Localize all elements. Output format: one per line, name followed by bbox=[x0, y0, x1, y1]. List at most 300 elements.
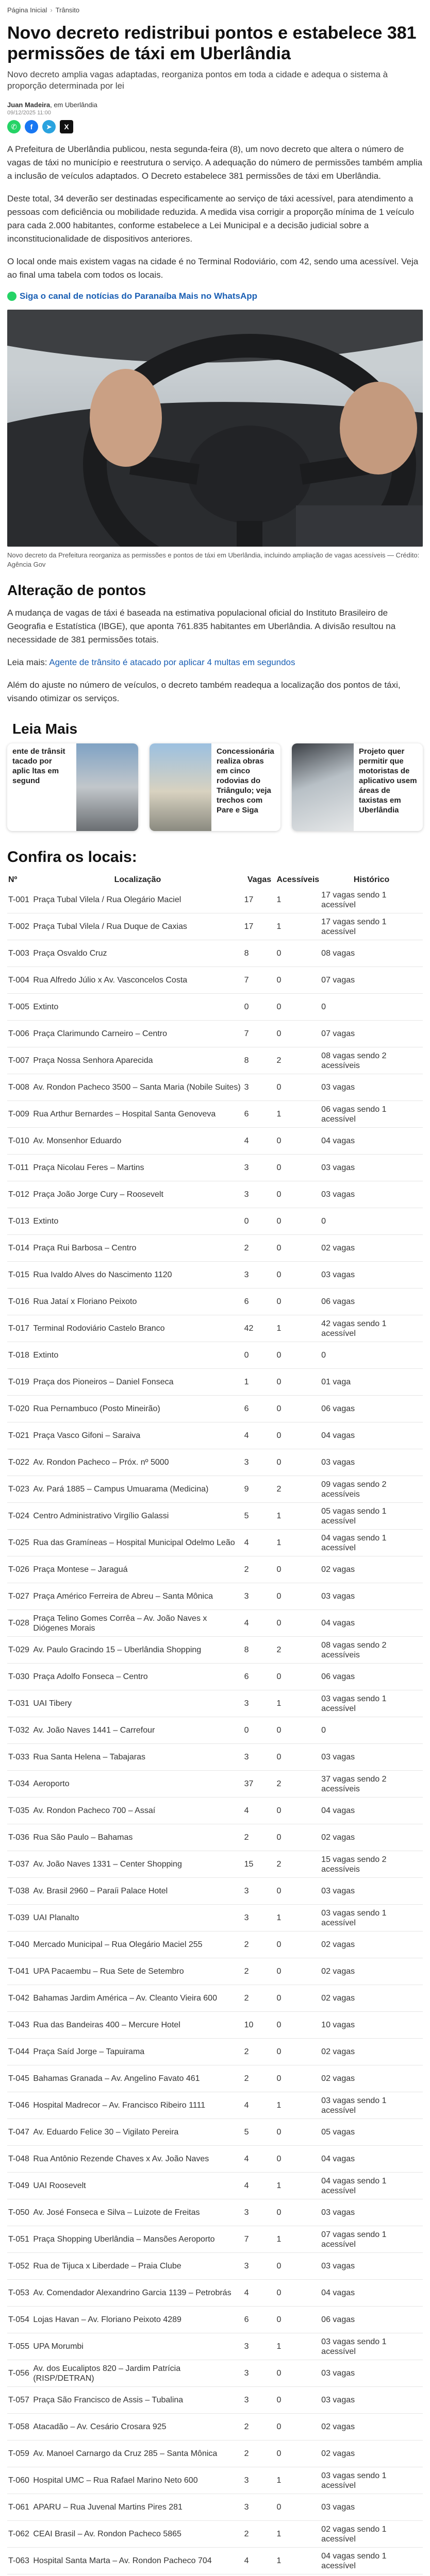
cell-number: T-043 bbox=[7, 2012, 32, 2039]
cell-location: Praça Rui Barbosa – Centro bbox=[32, 1235, 243, 1262]
cell-number: T-001 bbox=[7, 887, 32, 913]
cell-number: T-049 bbox=[7, 2173, 32, 2199]
cell-location: CEAI Brasil – Av. Rondon Pacheco 5865 bbox=[32, 2521, 243, 2548]
cell-number: T-033 bbox=[7, 1744, 32, 1771]
header-location: Localização bbox=[114, 875, 161, 884]
cell-number: T-008 bbox=[7, 1074, 32, 1101]
whatsapp-channel-text: Siga o canal de notícias do Paranaíba Mais no WhatsApp bbox=[20, 291, 257, 301]
cell-number: T-044 bbox=[7, 2039, 32, 2065]
cell-vagas: 6 bbox=[243, 2307, 276, 2333]
cell-vagas: 4 bbox=[243, 1530, 276, 1556]
cell-historico: 03 vagas bbox=[320, 2387, 423, 2414]
cell-historico: 42 vagas sendo 1 acessível bbox=[320, 1315, 423, 1342]
cell-acessiveis: 0 bbox=[275, 1235, 320, 1262]
cell-location: UAI Tibery bbox=[32, 1690, 243, 1717]
cell-location: UPA Morumbi bbox=[32, 2333, 243, 2360]
cell-location: Rua Arthur Bernardes – Hospital Santa Genoveva bbox=[32, 1101, 243, 1128]
author-location: , em Uberlândia bbox=[50, 101, 97, 109]
cell-vagas: 37 bbox=[243, 1771, 276, 1798]
section-paragraph-1: A mudança de vagas de táxi é baseada na estimativa populacional oficial do Instituto Brasileiro de Geografia e Estatística (IBGE), que aponta 761.835 habitantes em Uberlândia. A divisão resultou na necessidade de 381 permissões totais. bbox=[7, 608, 396, 645]
article-subtitle: Novo decreto amplia vagas adaptadas, reorganiza pontos em toda a cidade e adequa o sistema à proporção determinada por lei bbox=[7, 70, 388, 91]
cell-number: T-002 bbox=[7, 913, 32, 940]
cell-location: Av. João Naves 1441 – Carrefour bbox=[32, 1717, 243, 1744]
cell-acessiveis: 0 bbox=[275, 1422, 320, 1449]
cell-acessiveis: 0 bbox=[275, 994, 320, 1021]
cell-acessiveis: 0 bbox=[275, 2119, 320, 2146]
cell-number: T-056 bbox=[7, 2360, 32, 2387]
table-row bbox=[7, 994, 423, 1021]
cell-location: Hospital UMC – Rua Rafael Marino Neto 600 bbox=[32, 2467, 243, 2494]
table-row bbox=[7, 2441, 423, 2467]
table-row bbox=[7, 2039, 423, 2065]
cell-location: Av. dos Eucaliptos 820 – Jardim Patrícia (RISP/DETRAN) bbox=[32, 2360, 243, 2387]
cell-location: Hospital Madrecor – Av. Francisco Ribeiro 1111 bbox=[32, 2092, 243, 2119]
cell-vagas: 2 bbox=[243, 1824, 276, 1851]
cell-vagas: 3 bbox=[243, 1690, 276, 1717]
cell-historico: 08 vagas sendo 2 acessíveis bbox=[320, 1047, 423, 1074]
cell-acessiveis: 0 bbox=[275, 1583, 320, 1610]
cell-location: Bahamas Granada – Av. Angelino Favato 461 bbox=[32, 2065, 243, 2092]
header-number: Nº bbox=[8, 875, 18, 884]
cell-vagas: 1 bbox=[243, 1369, 276, 1396]
cell-number: T-063 bbox=[7, 2548, 32, 2574]
cell-location: Praça Osvaldo Cruz bbox=[32, 940, 243, 967]
table-row bbox=[7, 2333, 423, 2360]
cell-location: Av. Paulo Gracindo 15 – Uberlândia Shopping bbox=[32, 1637, 243, 1664]
cell-vagas: 2 bbox=[243, 2441, 276, 2467]
cell-location: Extinto bbox=[32, 1342, 243, 1369]
cell-acessiveis: 2 bbox=[275, 1851, 320, 1878]
table-row bbox=[7, 1824, 423, 1851]
cell-number: T-027 bbox=[7, 1583, 32, 1610]
cell-acessiveis: 0 bbox=[275, 1074, 320, 1101]
cell-acessiveis: 0 bbox=[275, 1181, 320, 1208]
cell-acessiveis: 0 bbox=[275, 1155, 320, 1181]
cell-location: Rua Antônio Rezende Chaves x Av. João Naves bbox=[32, 2146, 243, 2173]
table-row bbox=[7, 1315, 423, 1342]
cell-acessiveis: 0 bbox=[275, 1262, 320, 1289]
cell-historico: 05 vagas sendo 1 acessível bbox=[320, 1503, 423, 1530]
breadcrumb-section[interactable]: Trânsito bbox=[55, 6, 80, 14]
cell-number: T-013 bbox=[7, 1208, 32, 1235]
table-row bbox=[7, 1101, 423, 1128]
cell-vagas: 8 bbox=[243, 1637, 276, 1664]
read-more-prefix: Leia mais: bbox=[7, 657, 49, 667]
byline bbox=[7, 101, 423, 109]
table-row bbox=[7, 2119, 423, 2146]
table-row bbox=[7, 1074, 423, 1101]
cell-number: T-047 bbox=[7, 2119, 32, 2146]
cell-number: T-053 bbox=[7, 2280, 32, 2307]
table-row bbox=[7, 1851, 423, 1878]
cell-vagas: 4 bbox=[243, 1422, 276, 1449]
cell-historico bbox=[320, 2574, 423, 2576]
cell-vagas: 4 bbox=[243, 2280, 276, 2307]
leia-mais-title: Leia Mais bbox=[12, 721, 78, 737]
cell-location: Rua Santa Helena – Tabajaras bbox=[32, 1744, 243, 1771]
table-row bbox=[7, 1556, 423, 1583]
cell-vagas: 4 bbox=[243, 1128, 276, 1155]
cell-acessiveis: 1 bbox=[275, 1315, 320, 1342]
cell-location: Av. Manoel Carnargo da Cruz 285 – Santa Mônica bbox=[32, 2441, 243, 2467]
cell-historico: 07 vagas sendo 1 acessível bbox=[320, 2226, 423, 2253]
cell-historico: 0 bbox=[320, 1717, 423, 1744]
cell-historico: 03 vagas bbox=[320, 1074, 423, 1101]
whatsapp-share-icon[interactable]: ✆ bbox=[7, 120, 21, 133]
locations-table bbox=[7, 873, 423, 2576]
cell-acessiveis: 0 bbox=[275, 1717, 320, 1744]
section-title: Alteração de pontos bbox=[7, 582, 146, 598]
cell-historico: 37 vagas sendo 2 acessíveis bbox=[320, 1771, 423, 1798]
cell-location: Av. Eduardo Felice 30 – Vigilato Pereira bbox=[32, 2119, 243, 2146]
cell-location: Av. José Fonseca e Silva – Luizote de Freitas bbox=[32, 2199, 243, 2226]
paragraph-3: O local onde mais existem vagas na cidade é no Terminal Rodoviário, com 42, sendo uma acessível. Veja ao final uma tabela com todos os locais. bbox=[7, 257, 419, 280]
cell-vagas: 2 bbox=[243, 1556, 276, 1583]
cell-vagas: 7 bbox=[243, 2226, 276, 2253]
cell-location: Centro Administrativo Virgílio Galassi bbox=[32, 1503, 243, 1530]
table-row bbox=[7, 1155, 423, 1181]
table-row bbox=[7, 1503, 423, 1530]
cell-location: Rua das Bandeiras 400 – Mercure Hotel bbox=[32, 2012, 243, 2039]
cell-location: Extinto bbox=[32, 994, 243, 1021]
cell-acessiveis: 0 bbox=[275, 2039, 320, 2065]
cell-vagas: 3 bbox=[243, 1449, 276, 1476]
cell-number: T-006 bbox=[7, 1021, 32, 1047]
cell-location: Rua Jataí x Floriano Peixoto bbox=[32, 1289, 243, 1315]
share-bar bbox=[7, 120, 423, 133]
table-row bbox=[7, 1958, 423, 1985]
cell-location: Av. Comendador Alexandrino Garcia 1139 – Petrobrás bbox=[32, 2280, 243, 2307]
table-row bbox=[7, 2387, 423, 2414]
cell-number: T-062 bbox=[7, 2521, 32, 2548]
cell-number bbox=[7, 2574, 32, 2576]
cell-vagas: 4 bbox=[243, 2092, 276, 2119]
cell-location: Atacadão – Av. Cesário Crosara 925 bbox=[32, 2414, 243, 2441]
cell-number: T-007 bbox=[7, 1047, 32, 1074]
cell-location: Lojas Havan – Av. Floriano Peixoto 4289 bbox=[32, 2307, 243, 2333]
table-row bbox=[7, 2494, 423, 2521]
cell-acessiveis: 0 bbox=[275, 1289, 320, 1315]
cell-acessiveis: 2 bbox=[275, 1047, 320, 1074]
cell-historico: 04 vagas bbox=[320, 1798, 423, 1824]
cell-number: T-046 bbox=[7, 2092, 32, 2119]
cell-historico: 03 vagas bbox=[320, 2494, 423, 2521]
cell-location: Praça Montese – Jaraguá bbox=[32, 1556, 243, 1583]
cell-historico: 08 vagas bbox=[320, 940, 423, 967]
table-row bbox=[7, 1235, 423, 1262]
table-row bbox=[7, 1637, 423, 1664]
table-row bbox=[7, 1798, 423, 1824]
read-more-inline bbox=[7, 656, 423, 669]
cell-number: T-003 bbox=[7, 940, 32, 967]
cell-acessiveis: 1 bbox=[275, 2173, 320, 2199]
cell-location: Bahamas Jardim América – Av. Cleanto Vieira 600 bbox=[32, 1985, 243, 2012]
cell-location: Praça Saíd Jorge – Tapuirama bbox=[32, 2039, 243, 2065]
cell-vagas: 3 bbox=[243, 2467, 276, 2494]
cell-vagas: 17 bbox=[243, 913, 276, 940]
cell-location: Rua São Paulo – Bahamas bbox=[32, 1824, 243, 1851]
cell-acessiveis: 1 bbox=[275, 2521, 320, 2548]
cell-number: T-039 bbox=[7, 1905, 32, 1931]
cell-acessiveis: 1 bbox=[275, 913, 320, 940]
cell-vagas: 6 bbox=[243, 1396, 276, 1422]
cell-vagas: 6 bbox=[243, 1289, 276, 1315]
cell-number: T-057 bbox=[7, 2387, 32, 2414]
cell-location: Praça Adolfo Fonseca – Centro bbox=[32, 1664, 243, 1690]
cell-number: T-061 bbox=[7, 2494, 32, 2521]
cell-vagas: 3 bbox=[243, 1583, 276, 1610]
related-card-1[interactable] bbox=[7, 743, 138, 831]
cell-location: Aeroporto bbox=[32, 1771, 243, 1798]
cell-historico: 06 vagas bbox=[320, 1396, 423, 1422]
cell-historico: 04 vagas bbox=[320, 1422, 423, 1449]
cell-location: Praça Vasco Gifoni – Saraiva bbox=[32, 1422, 243, 1449]
cell-vagas: 10 bbox=[243, 2012, 276, 2039]
table-row bbox=[7, 1021, 423, 1047]
cell-acessiveis: 0 bbox=[275, 2065, 320, 2092]
cell-number: T-023 bbox=[7, 1476, 32, 1503]
table-row bbox=[7, 1289, 423, 1315]
cell-historico: 17 vagas sendo 1 acessível bbox=[320, 913, 423, 940]
cell-acessiveis: 1 bbox=[275, 2333, 320, 2360]
table-row bbox=[7, 967, 423, 994]
table-row bbox=[7, 1905, 423, 1931]
cell-historico: 02 vagas bbox=[320, 1556, 423, 1583]
table-body bbox=[7, 887, 423, 2576]
cell-number: T-024 bbox=[7, 1503, 32, 1530]
table-row bbox=[7, 1664, 423, 1690]
cell-vagas: 0 bbox=[243, 994, 276, 1021]
cell-acessiveis: 0 bbox=[275, 1798, 320, 1824]
cell-historico: 02 vagas bbox=[320, 2039, 423, 2065]
cell-number: T-055 bbox=[7, 2333, 32, 2360]
cell-acessiveis: 0 bbox=[275, 940, 320, 967]
cell-historico: 03 vagas bbox=[320, 1878, 423, 1905]
cell-vagas: 8 bbox=[243, 940, 276, 967]
cell-number: T-020 bbox=[7, 1396, 32, 1422]
breadcrumb-separator: › bbox=[50, 6, 53, 14]
cell-acessiveis: 0 bbox=[275, 1610, 320, 1637]
table-row bbox=[7, 1583, 423, 1610]
cell-vagas: 4 bbox=[243, 2548, 276, 2574]
cell-historico: 04 vagas bbox=[320, 1610, 423, 1637]
cell-location: Praça Telino Gomes Corrêa – Av. João Naves x Diógenes Morais bbox=[32, 1610, 243, 1637]
table-row bbox=[7, 2360, 423, 2387]
cell-location: Av. Pará 1885 – Campus Umuarama (Medicina) bbox=[32, 1476, 243, 1503]
cell-acessiveis: 0 bbox=[275, 1985, 320, 2012]
x-share-icon[interactable]: X bbox=[60, 120, 73, 133]
cell-location: Av. Rondon Pacheco 3500 – Santa Maria (Nobile Suites) bbox=[32, 1074, 243, 1101]
cell-acessiveis: 1 bbox=[275, 2548, 320, 2574]
breadcrumb-home[interactable]: Página Inicial bbox=[7, 6, 47, 14]
cell-historico: 02 vagas bbox=[320, 2414, 423, 2441]
table-row bbox=[7, 1931, 423, 1958]
table-row bbox=[7, 2467, 423, 2494]
cell-number: T-028 bbox=[7, 1610, 32, 1637]
cell-historico: 03 vagas sendo 1 acessível bbox=[320, 1690, 423, 1717]
cell-historico: 02 vagas bbox=[320, 1931, 423, 1958]
related-card-3[interactable] bbox=[292, 743, 423, 831]
cell-number: T-060 bbox=[7, 2467, 32, 2494]
table-row bbox=[7, 1717, 423, 1744]
cell-acessiveis: 1 bbox=[275, 2092, 320, 2119]
cell-number: T-052 bbox=[7, 2253, 32, 2280]
cell-number: T-012 bbox=[7, 1181, 32, 1208]
table-row bbox=[7, 1771, 423, 1798]
table-header-row bbox=[7, 873, 423, 887]
table-row bbox=[7, 1690, 423, 1717]
cell-location: Av. Brasil 2960 – Paraíi Palace Hotel bbox=[32, 1878, 243, 1905]
cell-number: T-031 bbox=[7, 1690, 32, 1717]
leia-mais-cards bbox=[7, 743, 423, 831]
cell-vagas: 3 bbox=[243, 2199, 276, 2226]
cell-historico: 04 vagas bbox=[320, 2146, 423, 2173]
cell-acessiveis: 2 bbox=[275, 1771, 320, 1798]
cell-location: Rua Ivaldo Alves do Nascimento 1120 bbox=[32, 1262, 243, 1289]
cell-acessiveis: 0 bbox=[275, 2441, 320, 2467]
cell-location: Av. João Naves 1331 – Center Shopping bbox=[32, 1851, 243, 1878]
cell-vagas: 2 bbox=[243, 2414, 276, 2441]
table-row bbox=[7, 2173, 423, 2199]
cell-historico: 06 vagas bbox=[320, 1289, 423, 1315]
table-row bbox=[7, 2253, 423, 2280]
cell-historico: 04 vagas sendo 1 acessível bbox=[320, 1530, 423, 1556]
publish-date: 09/12/2025 11:00 bbox=[7, 110, 51, 116]
cell-location: Av. Rondon Pacheco 700 – Assaí bbox=[32, 1798, 243, 1824]
cell-acessiveis: 0 bbox=[275, 1396, 320, 1422]
cell-vagas: 3 bbox=[243, 2387, 276, 2414]
cell-historico: 09 vagas sendo 2 acessíveis bbox=[320, 1476, 423, 1503]
table-row bbox=[7, 2414, 423, 2441]
cell-vagas: 4 bbox=[243, 1798, 276, 1824]
cell-number: T-030 bbox=[7, 1664, 32, 1690]
cell-historico: 0 bbox=[320, 994, 423, 1021]
table-row bbox=[7, 1342, 423, 1369]
cell-number: T-025 bbox=[7, 1530, 32, 1556]
telegram-share-icon[interactable]: ➤ bbox=[42, 120, 56, 133]
cell-acessiveis: 0 bbox=[275, 2146, 320, 2173]
cell-number: T-054 bbox=[7, 2307, 32, 2333]
table-row bbox=[7, 1128, 423, 1155]
cell-number: T-018 bbox=[7, 1342, 32, 1369]
header-vagas: Vagas bbox=[247, 875, 272, 884]
cell-acessiveis: 0 bbox=[275, 1208, 320, 1235]
locations-title: Confira os locais: bbox=[7, 849, 137, 866]
cell-acessiveis: 1 bbox=[275, 2467, 320, 2494]
cell-number: T-040 bbox=[7, 1931, 32, 1958]
cell-acessiveis: 0 bbox=[275, 1744, 320, 1771]
cell-acessiveis: 1 bbox=[275, 1690, 320, 1717]
cell-acessiveis: 0 bbox=[275, 1369, 320, 1396]
whatsapp-icon bbox=[7, 292, 16, 301]
cell-vagas: 3 bbox=[243, 2253, 276, 2280]
cell-historico: 08 vagas sendo 2 acessíveis bbox=[320, 1637, 423, 1664]
cell-location: Praça dos Pioneiros – Daniel Fonseca bbox=[32, 1369, 243, 1396]
table-row bbox=[7, 1262, 423, 1289]
cell-acessiveis: 0 bbox=[275, 2387, 320, 2414]
cell-vagas: 3 bbox=[243, 1905, 276, 1931]
cell-location: UAI Roosevelt bbox=[32, 2173, 243, 2199]
cell-historico: 03 vagas bbox=[320, 1583, 423, 1610]
cell-vagas: 8 bbox=[243, 1047, 276, 1074]
cell-acessiveis: 1 bbox=[275, 887, 320, 913]
facebook-share-icon[interactable]: f bbox=[25, 120, 38, 133]
cell-number: T-017 bbox=[7, 1315, 32, 1342]
table-row bbox=[7, 2307, 423, 2333]
cell-number: T-035 bbox=[7, 1798, 32, 1824]
cell-location: Praça Nossa Senhora Aparecida bbox=[32, 1047, 243, 1074]
cell-number: T-037 bbox=[7, 1851, 32, 1878]
cell-number: T-032 bbox=[7, 1717, 32, 1744]
leia-mais-section bbox=[7, 721, 423, 831]
cell-location: Mercado Municipal – Rua Olegário Maciel 255 bbox=[32, 1931, 243, 1958]
cell-historico: 02 vagas bbox=[320, 1985, 423, 2012]
cell-historico: 03 vagas sendo 1 acessível bbox=[320, 2333, 423, 2360]
cell-historico: 03 vagas sendo 1 acessível bbox=[320, 2467, 423, 2494]
author-name[interactable]: Juan Madeira bbox=[7, 101, 51, 109]
cell-location: Praça Clarimundo Carneiro – Centro bbox=[32, 1021, 243, 1047]
cell-number: T-004 bbox=[7, 967, 32, 994]
cell-number: T-015 bbox=[7, 1262, 32, 1289]
related-card-2[interactable] bbox=[150, 743, 280, 831]
read-more-link[interactable]: Agente de trânsito é atacado por aplicar 4 multas em segundos bbox=[49, 657, 295, 667]
cell-vagas: 3 bbox=[243, 2333, 276, 2360]
cell-vagas: 4 bbox=[243, 2173, 276, 2199]
cell-number: T-042 bbox=[7, 1985, 32, 2012]
cell-acessiveis: 0 bbox=[275, 2199, 320, 2226]
whatsapp-channel-link[interactable] bbox=[7, 291, 423, 301]
cell-location: Praça João Jorge Cury – Roosevelt bbox=[32, 1181, 243, 1208]
table-row bbox=[7, 2146, 423, 2173]
cell-vagas: 42 bbox=[243, 1315, 276, 1342]
cell-acessiveis: 1 bbox=[275, 2226, 320, 2253]
cell-number: T-059 bbox=[7, 2441, 32, 2467]
related-card-2-thumb bbox=[150, 743, 211, 831]
related-card-1-thumb bbox=[76, 743, 138, 831]
cell-historico: 02 vagas bbox=[320, 1958, 423, 1985]
cell-location: Praça Shopping Uberlândia – Mansões Aeroporto bbox=[32, 2226, 243, 2253]
cell-vagas: 3 bbox=[243, 1074, 276, 1101]
cell-number: T-021 bbox=[7, 1422, 32, 1449]
cell-acessiveis: 0 bbox=[275, 1128, 320, 1155]
cell-historico: 15 vagas sendo 2 acessíveis bbox=[320, 1851, 423, 1878]
cell-historico: 07 vagas bbox=[320, 1021, 423, 1047]
cell-vagas: 3 bbox=[243, 1155, 276, 1181]
cell-acessiveis: 0 bbox=[275, 1556, 320, 1583]
cell-acessiveis: 0 bbox=[275, 2012, 320, 2039]
cell-number: T-019 bbox=[7, 1369, 32, 1396]
cell-location: Rua Alfredo Júlio x Av. Vasconcelos Costa bbox=[32, 967, 243, 994]
paragraph-2: Deste total, 34 deverão ser destinadas especificamente ao serviço de táxi acessível, para atendimento a pessoas com deficiência ou mobilidade reduzida. A medida visa corrigir a proporção mínima de 1 veículo para cada 2.000 habitantes, conforme estabelece a Lei Municipal e a decisão judicial sobre a inconstitucionalidade de dispositivos anteriores. bbox=[7, 194, 415, 244]
cell-historico: 06 vagas sendo 1 acessível bbox=[320, 1101, 423, 1128]
cell-vagas: 5 bbox=[243, 1503, 276, 1530]
cell-location: Terminal Rodoviário Castelo Branco bbox=[32, 1315, 243, 1342]
cell-acessiveis: 0 bbox=[275, 1824, 320, 1851]
cell-vagas: 2 bbox=[243, 1985, 276, 2012]
cell-number: T-009 bbox=[7, 1101, 32, 1128]
cell-historico: 03 vagas bbox=[320, 1744, 423, 1771]
cell-acessiveis: 0 bbox=[275, 2307, 320, 2333]
cell-historico: 07 vagas bbox=[320, 967, 423, 994]
car-steering-wheel-image bbox=[7, 310, 423, 547]
cell-historico: 02 vagas bbox=[320, 1824, 423, 1851]
cell-acessiveis: 0 bbox=[275, 1021, 320, 1047]
related-card-1-text: ente de trânsit tacado por aplic ltas em segund bbox=[12, 747, 65, 785]
cell-historico: 03 vagas sendo 1 acessível bbox=[320, 1905, 423, 1931]
cell-acessiveis: 0 bbox=[275, 2414, 320, 2441]
cell-acessiveis bbox=[275, 2574, 320, 2576]
cell-acessiveis: 0 bbox=[275, 2360, 320, 2387]
